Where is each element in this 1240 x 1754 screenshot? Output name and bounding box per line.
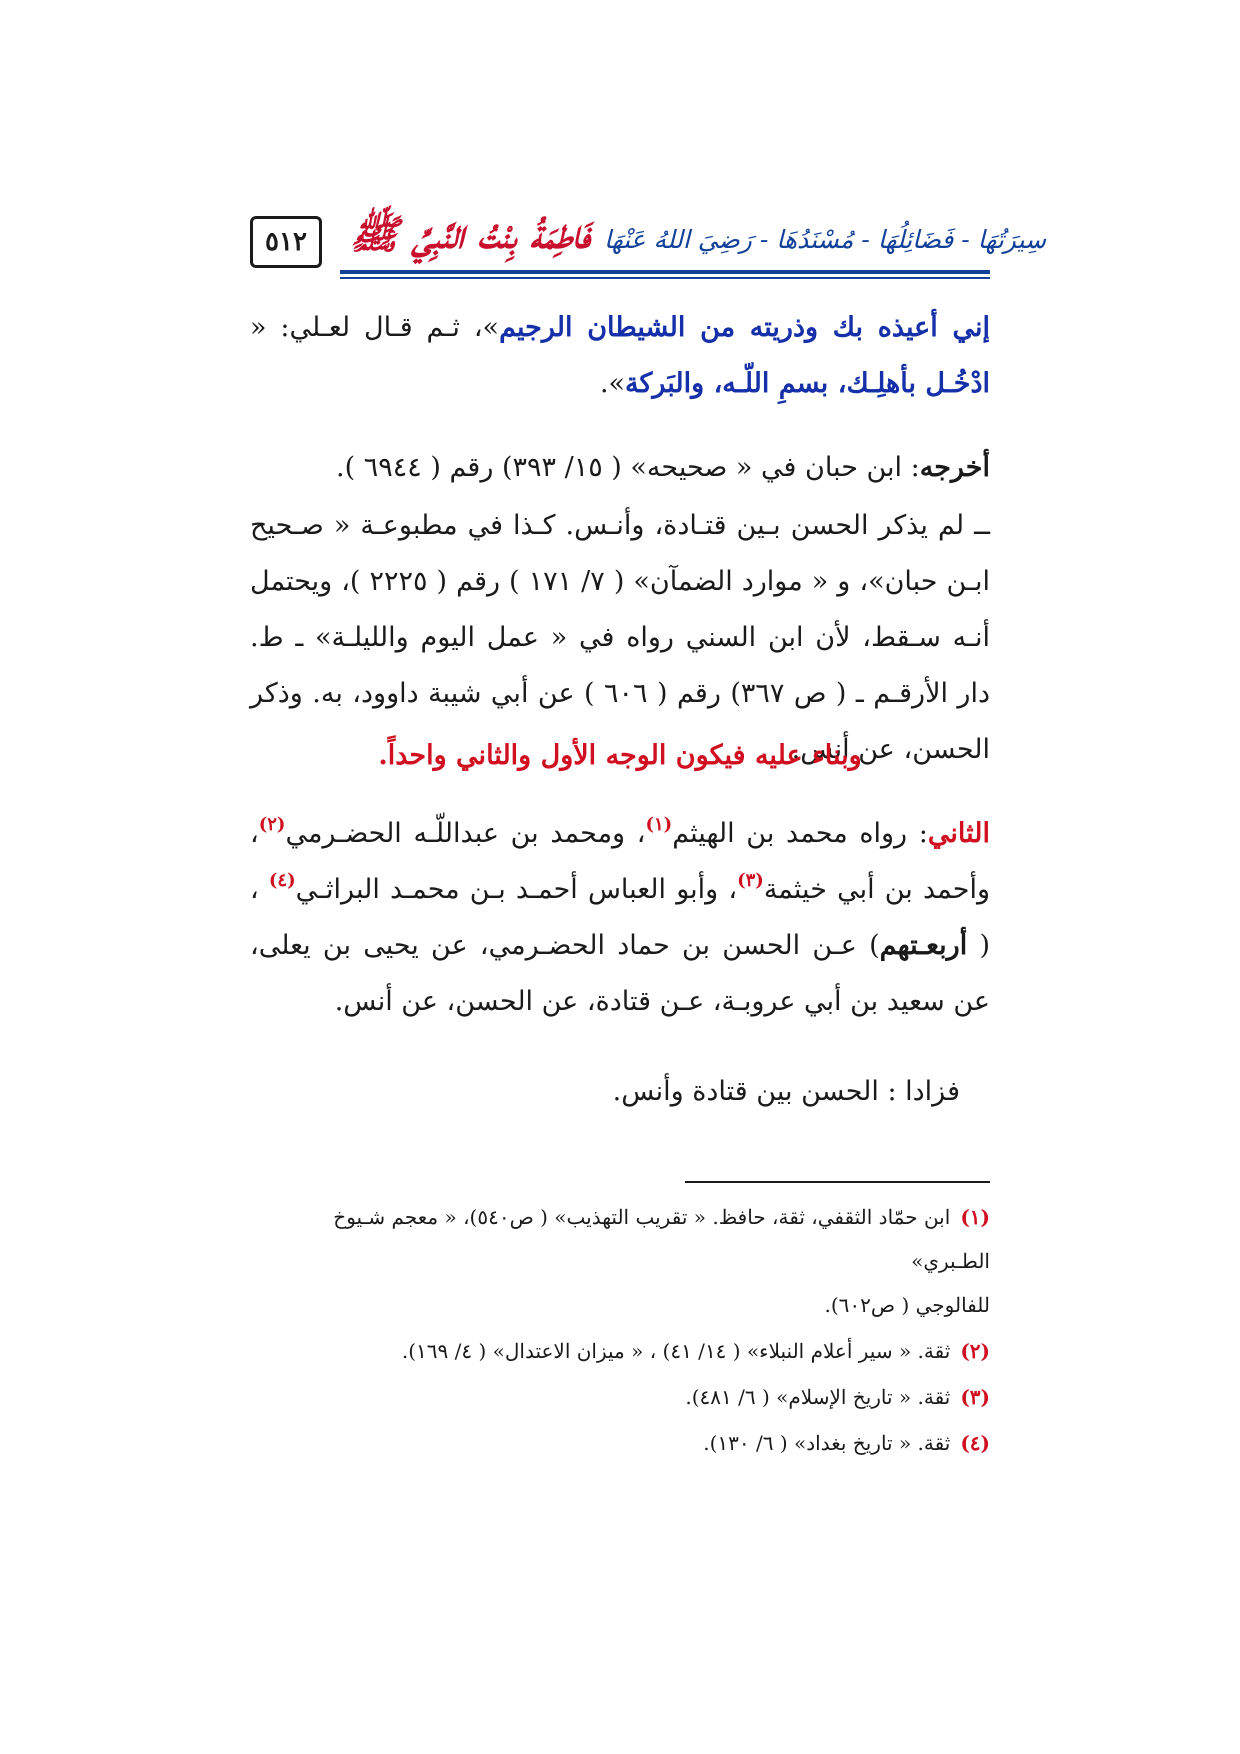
footnote-text: ثقة. « تاريخ بغداد» ( ٦/ ١٣٠). <box>703 1431 951 1455</box>
second-text-3: ، وأحمد بن أبي خيثمة <box>250 818 991 905</box>
footnote-number: (٤) <box>960 1431 990 1455</box>
hadith-close: ». <box>599 368 626 399</box>
conclusion-line <box>250 728 990 784</box>
footnote-ref-1[interactable]: (١) <box>645 814 673 835</box>
footnote-ref-3[interactable]: (٣) <box>737 870 764 891</box>
book-title <box>350 210 1047 268</box>
header-rule-thin <box>340 277 990 279</box>
footnote-separator <box>685 1181 990 1183</box>
second-text-2: ، ومحمد بن عبداللّـه الحضـرمي <box>285 818 646 849</box>
second-text-5: ، ( <box>250 874 990 961</box>
second-text-1: : رواه محمد بن الهيثم <box>672 818 928 849</box>
footnote-2 <box>250 1329 990 1373</box>
footnote-number: (٣) <box>960 1385 990 1409</box>
page-number: ٥١٢ <box>250 216 322 268</box>
conclusion-text: وبناء عليه فيكون الوجه الأول والثاني واحداً. <box>378 740 862 771</box>
header-rule <box>340 270 990 274</box>
hadith-quote: إني أعيذه بك وذريته من الشيطان الرجيم <box>499 312 990 343</box>
second-bold: أربعـتهم <box>879 930 968 961</box>
takhrij-text: : ابن حبان في « صحيحه» ( ١٥/ ٣٩٣) رقم ( ٦٩٤٤ ). <box>336 452 920 483</box>
addition-text: فزادا : الحسن بين قتادة وأنس. <box>612 1076 960 1107</box>
footnote-ref-2[interactable]: (٢) <box>258 814 286 835</box>
book-title-subtitle: سِيرَتُهَا - فَضَائِلُهَا - مُسْنَدُهَا - رَضِيَ اللهُ عَنْهَا <box>604 225 1047 254</box>
footnote-number: (١) <box>960 1205 990 1229</box>
hadith-paragraph <box>250 300 990 412</box>
footnote-4 <box>250 1421 990 1465</box>
footnote-text: ثقة. « سير أعلام النبلاء» ( ١٤/ ٤١) ، « ميزان الاعتدال» ( ٤/ ١٦٩). <box>401 1339 951 1363</box>
takhrij-paragraph <box>250 440 990 496</box>
footnotes <box>250 1195 990 1467</box>
second-text-6: ) عـن الحسن بن حماد الحضـرمي، عن يحيى بن يعلى، عن سعيد بن أبي عروبـة، عـن قتادة، عن الحسن، عن أنس. <box>250 930 990 1017</box>
hadith-quote-2: ادْخُـل بأهلِـك، بسمِ اللّـه، والبَركة <box>625 368 990 399</box>
takhrij-label: أخرجه <box>919 452 990 483</box>
footnote-continuation: للفالوجي ( ص٦٠٢). <box>824 1293 990 1317</box>
note-text: ــ لم يذكر الحسن بـين قتـادة، وأنـس. كـذا في مطبوعـة « صـحيح ابـن حبان»، و « موارد الضمآن» ( ٧/ ١٧١ ) رقم ( ٢٢٢٥ )، ويحتمل أنـه سـقط، لأن ابن السني رواه في « عمل اليوم والليلـة» ـ ط. دار الأرقـم ـ ( ص ٣٦٧) رقم ( ٦٠٦ ) عن أبي شيبة داوود، به. وذكر الحسن، عن أنس. <box>250 510 991 765</box>
footnote-ref-4[interactable]: (٤) <box>268 870 296 891</box>
book-title-main: فَاطِمَةُ بِنْتُ النَّبِيِّ ﷺ <box>350 211 590 258</box>
footnote-1 <box>250 1195 990 1327</box>
page-header <box>250 188 1047 280</box>
second-label: الثاني <box>927 818 990 849</box>
hadith-connector: »، ثـم قـال لعـلي: « <box>250 312 500 343</box>
addition-paragraph <box>250 1064 990 1120</box>
second-text-4: ، وأبو العباس أحمـد بـن محمـد البراثـي <box>295 874 738 905</box>
footnote-number: (٢) <box>960 1339 990 1363</box>
footnote-3 <box>250 1375 990 1419</box>
second-route-paragraph <box>250 806 990 1030</box>
footnote-text: ثقة. « تاريخ الإسلام» ( ٦/ ٤٨١). <box>685 1385 951 1409</box>
footnote-text: ابن حمّاد الثقفي، ثقة، حافظ. « تقريب التهذيب» ( ص٥٤٠)، « معجم شـيوخ الطـبري» <box>333 1205 990 1273</box>
